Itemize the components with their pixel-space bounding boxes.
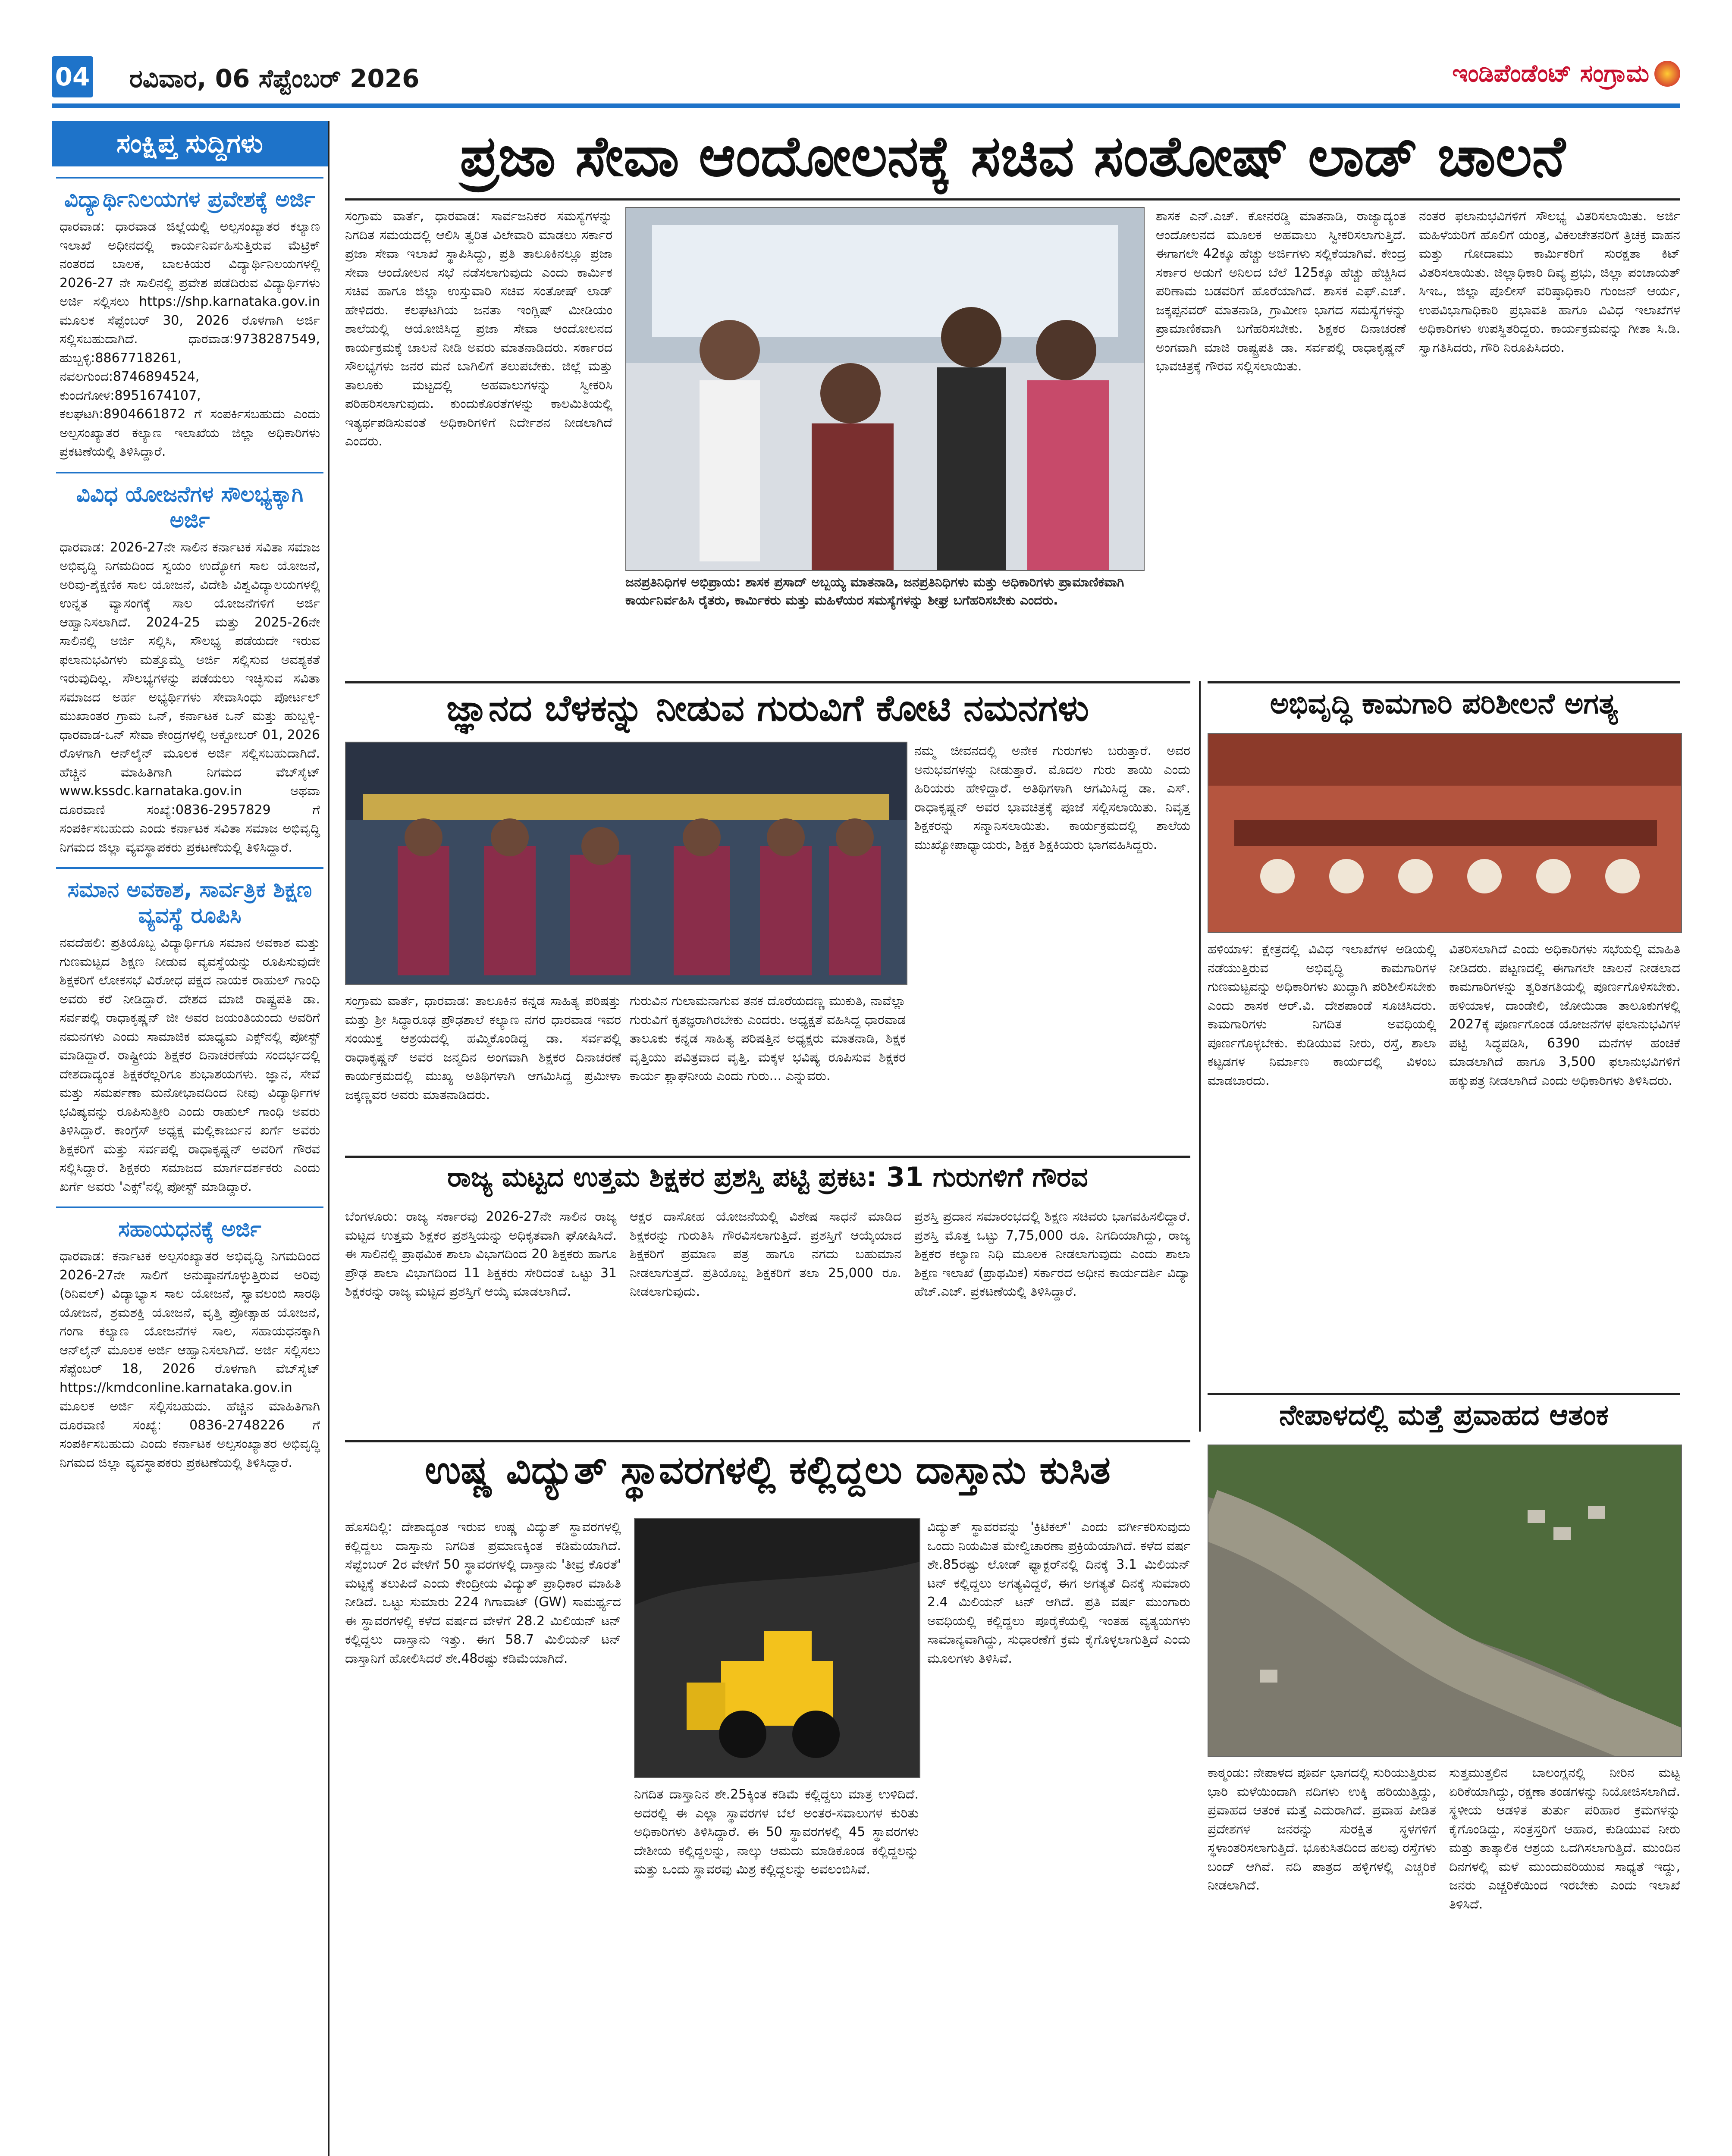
masthead-rule [52,103,1680,108]
story5-col1: ಕಾಠ್ಮಂಡು: ನೇಪಾಳದ ಪೂರ್ವ ಭಾಗದಲ್ಲಿ ಸುರಿಯುತ್ತಿರುವ ಭಾರಿ ಮಳೆಯಿಂದಾಗಿ ನದಿಗಳು ಉಕ್ಕಿ ಹರಿಯುತ್ತಿದ್ದು, ಪ್ರವಾಹದ ಆತಂಕ ಮತ್ತೆ ಎದುರಾಗಿದೆ. ಪ್ರವಾಹ ಪೀಡಿತ ಪ್ರದೇಶಗಳ ಜನರನ್ನು ಸುರಕ್ಷಿತ ಸ್ಥಳಗಳಿಗೆ ಸ್ಥಳಾಂತರಿಸಲಾಗುತ್ತಿದೆ. ಭೂಕುಸಿತದಿಂದ ಹಲವು ರಸ್ತೆಗಳು ಬಂದ್ ಆಗಿವೆ. ನದಿ ಪಾತ್ರದ ಹಳ್ಳಿಗಳಲ್ಲಿ ಎಚ್ಚರಿಕೆ ನೀಡಲಾಗಿದೆ. [1208,1765,1436,1893]
divider [1208,1393,1680,1395]
divider [345,198,1680,201]
story2-col3: ನಮ್ಮ ಜೀವನದಲ್ಲಿ ಅನೇಕ ಗುರುಗಳು ಬರುತ್ತಾರೆ. ಅವರ ಅನುಭವಗಳನ್ನು ನೀಡುತ್ತಾರೆ. ಮೊದಲ ಗುರು ತಾಯಿ ಎಂದು ಹಿರಿಯರು ಹೇಳಿದ್ದಾರೆ. ಅತಿಥಿಗಳಾಗಿ ಆಗಮಿಸಿದ್ದ ಡಾ. ಎಸ್. ರಾಧಾಕೃಷ್ಣನ್ ಅವರ ಭಾವಚಿತ್ರಕ್ಕೆ ಪೂಜೆ ಸಲ್ಲಿಸಲಾಯಿತು. ನಿವೃತ್ತ ಶಿಕ್ಷಕರನ್ನು ಸನ್ಮಾನಿಸಲಾಯಿತು. ಕಾರ್ಯಕ್ರಮದಲ್ಲಿ ಶಾಲೆಯ ಮುಖ್ಯೋಪಾಧ್ಯಾಯರು, ಶಿಕ್ಷಕ ಶಿಕ್ಷಕಿಯರು ಭಾಗವಹಿಸಿದ್ದರು. [914,743,1190,852]
brief-title: ವಿದ್ಯಾರ್ಥಿನಿಲಯಗಳ ಪ್ರವೇಶಕ್ಕೆ ಅರ್ಜಿ [56,177,323,212]
brief-title: ಸಮಾನ ಅವಕಾಶ, ಸಾರ್ವತ್ರಿಕ ಶಿಕ್ಷಣ ವ್ಯವಸ್ಥೆ ರೂಪಿಸಿ [56,867,323,928]
story6-photo [634,1518,920,1778]
brief-item [52,1206,328,1472]
divider [1208,681,1680,683]
story1-photo-image [626,208,1144,570]
story6-col3: ವಿದ್ಯುತ್ ಸ್ಥಾವರವನ್ನು 'ಕ್ರಿಟಿಕಲ್' ಎಂದು ವರ್ಗೀಕರಿಸುವುದು ಒಂದು ನಿಯಮಿತ ಮೇಲ್ವಿಚಾರಣಾ ಪ್ರಕ್ರಿಯೆಯಾಗಿದೆ. ಕಳೆದ ವರ್ಷ ಶೇ.85ರಷ್ಟು ಲೋಡ್ ಫ್ಯಾಕ್ಟರ್‌ನಲ್ಲಿ ದಿನಕ್ಕೆ 3.1 ಮಿಲಿಯನ್ ಟನ್ ಕಲ್ಲಿದ್ದಲು ಅಗತ್ಯವಿದ್ದರೆ, ಈಗ ಅಗತ್ಯತೆ ದಿನಕ್ಕೆ ಸುಮಾರು 2.4 ಮಿಲಿಯನ್ ಟನ್ ಆಗಿದೆ. ಪ್ರತಿ ವರ್ಷ ಮುಂಗಾರು ಅವಧಿಯಲ್ಲಿ ಕಲ್ಲಿದ್ದಲು ಪೂರೈಕೆಯಲ್ಲಿ ಇಂತಹ ವ್ಯತ್ಯಯಗಳು ಸಾಮಾನ್ಯವಾಗಿದ್ದು, ಸುಧಾರಣೆಗೆ ಕ್ರಮ ಕೈಗೊಳ್ಳಲಾಗುತ್ತಿದೆ ಎಂದು ಮೂಲಗಳು ತಿಳಿಸಿವೆ. [927,1520,1190,1666]
story6-col1: ಹೊಸದಿಲ್ಲಿ: ದೇಶಾದ್ಯಂತ ಇರುವ ಉಷ್ಣ ವಿದ್ಯುತ್ ಸ್ಥಾವರಗಳಲ್ಲಿ ಕಲ್ಲಿದ್ದಲು ದಾಸ್ತಾನು ನಿಗದಿತ ಪ್ರಮಾಣಕ್ಕಿಂತ ಕಡಿಮೆಯಾಗಿದೆ. ಸೆಪ್ಟೆಂಬರ್ 2ರ ವೇಳೆಗೆ 50 ಸ್ಥಾವರಗಳಲ್ಲಿ ದಾಸ್ತಾನು 'ತೀವ್ರ ಕೊರತೆ' ಮಟ್ಟಕ್ಕೆ ತಲುಪಿದೆ ಎಂದು ಕೇಂದ್ರೀಯ ವಿದ್ಯುತ್ ಪ್ರಾಧಿಕಾರ ಮಾಹಿತಿ ನೀಡಿದೆ. ಒಟ್ಟು ಸುಮಾರು 224 ಗಿಗಾವಾಟ್ (GW) ಸಾಮರ್ಥ್ಯದ ಈ ಸ್ಥಾವರಗಳಲ್ಲಿ ಕಳೆದ ವರ್ಷದ ವೇಳೆಗೆ 28.2 ಮಿಲಿಯನ್ ಟನ್ ಕಲ್ಲಿದ್ದಲು ದಾಸ್ತಾನು ಇತ್ತು. ಈಗ 58.7 ಮಿಲಿಯನ್ ಟನ್ ದಾಸ್ತಾನಿಗೆ ಹೋಲಿಸಿದರೆ ಶೇ.48ರಷ್ಟು ಕಡಿಮೆಯಾಗಿದೆ. [345,1520,621,1666]
briefs-header: ಸಂಕ್ಷಿಪ್ತ ಸುದ್ದಿಗಳು [52,121,328,166]
page-number: 04 [52,56,93,97]
divider [345,681,1190,683]
story1-col3: ಶಾಸಕ ಎನ್.ಎಚ್. ಕೋನರಡ್ಡಿ ಮಾತನಾಡಿ, ರಾಜ್ಯಾದ್ಯಂತ ಆಂದೋಲನದ ಮೂಲಕ ಅಹವಾಲು ಸ್ವೀಕರಿಸಲಾಗುತ್ತಿದೆ. ಈಗಾಗಲೇ 42ಕ್ಕೂ ಹೆಚ್ಚು ಅರ್ಜಿಗಳು ಸಲ್ಲಿಕೆಯಾಗಿವೆ. ಕೇಂದ್ರ ಸರ್ಕಾರ ಅಡುಗೆ ಅನಿಲದ ಬೆಲೆ 125ಕ್ಕೂ ಹೆಚ್ಚು ಹೆಚ್ಚಿಸಿದ ಪರಿಣಾಮ ಬಡವರಿಗೆ ಹೊರೆಯಾಗಿದೆ. ಶಾಸಕ ಎಫ್.ಎಚ್. ಜಕ್ಕಪ್ಪನವರ್ ಮಾತನಾಡಿ, ಗ್ರಾಮೀಣ ಭಾಗದ ಸಮಸ್ಯೆಗಳನ್ನು ಪ್ರಾಮಾಣಿಕವಾಗಿ ಬಗೆಹರಿಸಬೇಕು. ಶಿಕ್ಷಕರ ದಿನಾಚರಣೆ ಅಂಗವಾಗಿ ಮಾಜಿ ರಾಷ್ಟ್ರಪತಿ ಡಾ. ಸರ್ವಪಲ್ಲಿ ರಾಧಾಕೃಷ್ಣನ್ ಭಾವಚಿತ್ರಕ್ಕೆ ಗೌರವ ಸಲ್ಲಿಸಲಾಯಿತು. [1156,209,1406,374]
brief-title: ವಿವಿಧ ಯೋಜನೆಗಳ ಸೌಲಭ್ಯಕ್ಕಾಗಿ ಅರ್ಜಿ [56,472,323,533]
story4-col2: ಆಕ್ಷರ ದಾಸೋಹ ಯೋಜನೆಯಲ್ಲಿ ವಿಶೇಷ ಸಾಧನೆ ಮಾಡಿದ ಶಿಕ್ಷಕರನ್ನು ಗುರುತಿಸಿ ಗೌರವಿಸಲಾಗುತ್ತಿದೆ. ಪ್ರಶಸ್ತಿಗೆ ಆಯ್ಕೆಯಾದ ಶಿಕ್ಷಕರಿಗೆ ಪ್ರಮಾಣ ಪತ್ರ ಹಾಗೂ ನಗದು ಬಹುಮಾನ ನೀಡಲಾಗುತ್ತದೆ. ಪ್ರತಿಯೊಬ್ಬ ಶಿಕ್ಷಕರಿಗೆ ತಲಾ 25,000 ರೂ. ನೀಡಲಾಗುವುದು. [630,1209,901,1299]
story6-headline: ಉಷ್ಣ ವಿದ್ಯುತ್ ಸ್ಥಾವರಗಳಲ್ಲಿ ಕಲ್ಲಿದ್ದಲು ದಾಸ್ತಾನು ಕುಸಿತ [425,1448,1111,1493]
brief-body: ಧಾರವಾಡ: ಧಾರವಾಡ ಜಿಲ್ಲೆಯಲ್ಲಿ ಅಲ್ಪಸಂಖ್ಯಾತರ ಕಲ್ಯಾಣ ಇಲಾಖೆ ಅಧೀನದಲ್ಲಿ ಕಾರ್ಯನಿರ್ವಹಿಸುತ್ತಿರುವ ಮೆಟ್ರಿಕ್ ನಂತರದ ಬಾಲಕ, ಬಾಲಕಿಯರ ವಿದ್ಯಾರ್ಥಿನಿಲಯಗಳಲ್ಲಿ 2026-27 ನೇ ಸಾಲಿನಲ್ಲಿ ಪ್ರವೇಶ ಪಡೆದಿರುವ ವಿದ್ಯಾರ್ಥಿಗಳು ಅರ್ಜಿ ಸಲ್ಲಿಸಲು https://shp.karnataka.gov.in ಮೂಲಕ ಸೆಪ್ಟೆಂಬರ್ 30, 2026 ರೊಳಗಾಗಿ ಅರ್ಜಿ ಸಲ್ಲಿಸಬಹುದಾಗಿದೆ. ಧಾರವಾಡ:9738287549, ಹುಬ್ಬಳ್ಳಿ:8867718261, ನವಲಗುಂದ:8746894524, ಕುಂದಗೋಳ:8951674107, ಕಲಘಟಗಿ:8904661872 ಗೆ ಸಂಪರ್ಕಿಸಬಹುದು ಎಂದು ಅಲ್ಪಸಂಖ್ಯಾತರ ಕಲ್ಯಾಣ ಇಲಾಖೆಯ ಜಿಲ್ಲಾ ಅಧಿಕಾರಿಗಳು ಪ್ರಕಟಣೆಯಲ್ಲಿ ತಿಳಿಸಿದ್ದಾರೆ. [60,219,320,459]
story1-photo [625,207,1145,571]
divider [345,1440,1190,1442]
divider [1199,681,1201,1432]
brief-item [52,472,328,857]
story3-headline: ಅಭಿವೃದ್ಧಿ ಕಾಮಗಾರಿ ಪರಿಶೀಲನೆ ಅಗತ್ಯ [1270,687,1618,720]
story5-photo [1208,1445,1682,1757]
story3-photo-image [1208,734,1681,932]
story4-col1: ಬೆಂಗಳೂರು: ರಾಜ್ಯ ಸರ್ಕಾರವು 2026-27ನೇ ಸಾಲಿನ ರಾಜ್ಯ ಮಟ್ಟದ ಉತ್ತಮ ಶಿಕ್ಷಕರ ಪ್ರಶಸ್ತಿಯನ್ನು ಅಧಿಕೃತವಾಗಿ ಘೋಷಿಸಿದೆ. ಈ ಸಾಲಿನಲ್ಲಿ ಪ್ರಾಥಮಿಕ ಶಾಲಾ ವಿಭಾಗದಿಂದ 20 ಶಿಕ್ಷಕರು ಹಾಗೂ ಪ್ರೌಢ ಶಾಲಾ ವಿಭಾಗದಿಂದ 11 ಶಿಕ್ಷಕರು ಸೇರಿದಂತೆ ಒಟ್ಟು 31 ಶಿಕ್ಷಕರನ್ನು ರಾಜ್ಯ ಮಟ್ಟದ ಪ್ರಶಸ್ತಿಗೆ ಆಯ್ಕೆ ಮಾಡಲಾಗಿದೆ. [345,1209,617,1299]
story2-col1: ಸಂಗ್ರಾಮ ವಾರ್ತೆ, ಧಾರವಾಡ: ತಾಲೂಕಿನ ಕನ್ನಡ ಸಾಹಿತ್ಯ ಪರಿಷತ್ತು ಮತ್ತು ಶ್ರೀ ಸಿದ್ಧಾರೂಢ ಪ್ರೌಢಶಾಲೆ ಕಲ್ಯಾಣ ನಗರ ಧಾರವಾಡ ಇವರ ಸಂಯುಕ್ತ ಆಶ್ರಯದಲ್ಲಿ ಹಮ್ಮಿಕೊಂಡಿದ್ದ ಡಾ. ಸರ್ವಪಲ್ಲಿ ರಾಧಾಕೃಷ್ಣನ್ ಅವರ ಜನ್ಮದಿನ ಅಂಗವಾಗಿ ಶಿಕ್ಷಕರ ದಿನಾಚರಣೆ ಕಾರ್ಯಕ್ರಮದಲ್ಲಿ ಮುಖ್ಯ ಅತಿಥಿಗಳಾಗಿ ಆಗಮಿಸಿದ್ದ ಪ್ರಮೀಳಾ ಜಕ್ಕಣ್ಣವರ ಅವರು ಮಾತನಾಡಿದರು. [345,993,621,1103]
brief-item [52,177,328,461]
story5-headline: ನೇಪಾಳದಲ್ಲಿ ಮತ್ತೆ ಪ್ರವಾಹದ ಆತಂಕ [1279,1398,1609,1432]
story1-col4: ನಂತರ ಫಲಾನುಭವಿಗಳಿಗೆ ಸೌಲಭ್ಯ ವಿತರಿಸಲಾಯಿತು. ಅರ್ಜಿ ಮಹಿಳೆಯರಿಗೆ ಹೊಲಿಗೆ ಯಂತ್ರ, ವಿಕಲಚೇತನರಿಗೆ ತ್ರಿಚಕ್ರ ವಾಹನ ಮತ್ತು ಗೋದಾಮು ಕಾರ್ಮಿಕರಿಗೆ ಸುರಕ್ಷತಾ ಕಿಟ್ ವಿತರಿಸಲಾಯಿತು. ಜಿಲ್ಲಾಧಿಕಾರಿ ದಿವ್ಯ ಪ್ರಭು, ಜಿಲ್ಲಾ ಪಂಚಾಯತ್ ಸಿಇಒ, ಜಿಲ್ಲಾ ಪೊಲೀಸ್ ವರಿಷ್ಠಾಧಿಕಾರಿ ಗುಂಜನ್ ಆರ್ಯ, ಉಪವಿಭಾಗಾಧಿಕಾರಿ ಪ್ರಭಾವತಿ ಹಾಗೂ ವಿವಿಧ ಇಲಾಖೆಗಳ ಅಧಿಕಾರಿಗಳು ಉಪಸ್ಥಿತರಿದ್ದರು. ಕಾರ್ಯಕ್ರಮವನ್ನು ಗೀತಾ ಸಿ.ಡಿ. ಸ್ವಾಗತಿಸಿದರು, ಗೌರಿ ನಿರೂಪಿಸಿದರು. [1419,209,1680,355]
story2-photo [345,742,907,985]
story1-photo-caption: ಜನಪ್ರತಿನಿಧಿಗಳ ಅಭಿಪ್ರಾಯ: ಶಾಸಕ ಪ್ರಸಾದ್ ಅಬ್ಬಯ್ಯ ಮಾತನಾಡಿ, ಜನಪ್ರತಿನಿಧಿಗಳು ಮತ್ತು ಅಧಿಕಾರಿಗಳು ಪ್ರಾಮಾಣಿಕವಾಗಿ ಕಾರ್ಯನಿರ್ವಹಿಸಿ ರೈತರು, ಕಾರ್ಮಿಕರು ಮತ್ತು ಮಹಿಳೆಯರ ಸಮಸ್ಯೆಗಳನ್ನು ಶೀಘ್ರ ಬಗೆಹರಿಸಬೇಕು ಎಂದರು. [625,575,1124,608]
brief-item [52,867,328,1196]
story6-photo-image [635,1519,919,1777]
story3-body1: ಹಳಿಯಾಳ: ಕ್ಷೇತ್ರದಲ್ಲಿ ವಿವಿಧ ಇಲಾಖೆಗಳ ಅಡಿಯಲ್ಲಿ ನಡೆಯುತ್ತಿರುವ ಅಭಿವೃದ್ಧಿ ಕಾಮಗಾರಿಗಳ ಗುಣಮಟ್ಟವನ್ನು ಅಧಿಕಾರಿಗಳು ಖುದ್ದಾಗಿ ಪರಿಶೀಲಿಸಬೇಕು ಎಂದು ಶಾಸಕ ಆರ್.ವಿ. ದೇಶಪಾಂಡೆ ಸೂಚಿಸಿದರು. ಕಾಮಗಾರಿಗಳು ನಿಗದಿತ ಅವಧಿಯಲ್ಲಿ ಪೂರ್ಣಗೊಳ್ಳಬೇಕು. ಕುಡಿಯುವ ನೀರು, ರಸ್ತೆ, ಶಾಲಾ ಕಟ್ಟಡಗಳ ನಿರ್ಮಾಣ ಕಾರ್ಯದಲ್ಲಿ ವಿಳಂಬ ಮಾಡಬಾರದು. [1208,942,1436,1088]
story5-col2: ಸುತ್ತಮುತ್ತಲಿನ ಬಾಲಂಗ್ಲನಲ್ಲಿ ನೀರಿನ ಮಟ್ಟ ಏರಿಕೆಯಾಗಿದ್ದು, ರಕ್ಷಣಾ ತಂಡಗಳನ್ನು ನಿಯೋಜಿಸಲಾಗಿದೆ. ಸ್ಥಳೀಯ ಆಡಳಿತ ತುರ್ತು ಪರಿಹಾರ ಕ್ರಮಗಳನ್ನು ಕೈಗೊಂಡಿದ್ದು, ಸಂತ್ರಸ್ತರಿಗೆ ಆಹಾರ, ಕುಡಿಯುವ ನೀರು ಮತ್ತು ತಾತ್ಕಾಲಿಕ ಆಶ್ರಯ ಒದಗಿಸಲಾಗುತ್ತಿದೆ. ಮುಂದಿನ ದಿನಗಳಲ್ಲಿ ಮಳೆ ಮುಂದುವರಿಯುವ ಸಾಧ್ಯತೆ ಇದ್ದು, ಜನರು ಎಚ್ಚರಿಕೆಯಿಂದ ಇರಬೇಕು ಎಂದು ಇಲಾಖೆ ತಿಳಿಸಿದೆ. [1449,1765,1680,1912]
story3-body2: ವಿತರಿಸಲಾಗಿದೆ ಎಂದು ಅಧಿಕಾರಿಗಳು ಸಭೆಯಲ್ಲಿ ಮಾಹಿತಿ ನೀಡಿದರು. ಪಟ್ಟಣದಲ್ಲಿ ಈಗಾಗಲೇ ಚಾಲನೆ ನೀಡಲಾದ ಕಾಮಗಾರಿಗಳನ್ನು ತ್ವರಿತಗತಿಯಲ್ಲಿ ಪೂರ್ಣಗೊಳಿಸಬೇಕು. ಹಳಿಯಾಳ, ದಾಂಡೇಲಿ, ಜೋಯಿಡಾ ತಾಲೂಕುಗಳಲ್ಲಿ 2027ಕ್ಕೆ ಪೂರ್ಣಗೊಂಡ ಯೋಜನೆಗಳ ಫಲಾನುಭವಿಗಳ ಪಟ್ಟಿ ಸಿದ್ಧಪಡಿಸಿ, 6390 ಮನೆಗಳ ಹಂಚಿಕೆ ಮಾಡಲಾಗಿದೆ ಹಾಗೂ 3,500 ಫಲಾನುಭವಿಗಳಿಗೆ ಹಕ್ಕುಪತ್ರ ನೀಡಲಾಗಿದೆ ಎಂದು ಅಧಿಕಾರಿಗಳು ತಿಳಿಸಿದರು. [1449,942,1680,1088]
story4-col3: ಪ್ರಶಸ್ತಿ ಪ್ರದಾನ ಸಮಾರಂಭದಲ್ಲಿ ಶಿಕ್ಷಣ ಸಚಿವರು ಭಾಗವಹಿಸಲಿದ್ದಾರೆ. ಪ್ರಶಸ್ತಿ ಮೊತ್ತ ಒಟ್ಟು 7,75,000 ರೂ. ನಿಗದಿಯಾಗಿದ್ದು, ರಾಜ್ಯ ಶಿಕ್ಷಕರ ಕಲ್ಯಾಣ ನಿಧಿ ಮೂಲಕ ನೀಡಲಾಗುವುದು ಎಂದು ಶಾಲಾ ಶಿಕ್ಷಣ ಇಲಾಖೆ (ಪ್ರಾಥಮಿಕ) ಸರ್ಕಾರದ ಅಧೀನ ಕಾರ್ಯದರ್ಶಿ ವಿದ್ಯಾ ಹೆಚ್.ಎಚ್. ಪ್ರಕಟಣೆಯಲ್ಲಿ ತಿಳಿಸಿದ್ದಾರೆ. [914,1209,1190,1299]
brief-title: ಸಹಾಯಧನಕ್ಕೆ ಅರ್ಜಿ [56,1206,323,1242]
story2-col2: ಗುರುವಿನ ಗುಲಾಮನಾಗುವ ತನಕ ದೊರೆಯದಣ್ಣ ಮುಕುತಿ, ನಾವೆಲ್ಲಾ ಗುರುವಿಗೆ ಕೃತಜ್ಞರಾಗಿರಬೇಕು ಎಂದರು. ಅಧ್ಯಕ್ಷತೆ ವಹಿಸಿದ್ದ ಧಾರವಾಡ ತಾಲೂಕು ಕನ್ನಡ ಸಾಹಿತ್ಯ ಪರಿಷತ್ತಿನ ಅಧ್ಯಕ್ಷರು ಮಾತನಾಡಿ, ಶಿಕ್ಷಕ ವೃತ್ತಿಯು ಪವಿತ್ರವಾದ ವೃತ್ತಿ. ಮಕ್ಕಳ ಭವಿಷ್ಯ ರೂಪಿಸುವ ಶಿಕ್ಷಕರ ಕಾರ್ಯ ಶ್ಲಾಘನೀಯ ಎಂದು ಗುರು... ಎನ್ನುವರು. [630,993,906,1084]
brief-body: ಧಾರವಾಡ: ಕರ್ನಾಟಕ ಅಲ್ಪಸಂಖ್ಯಾತರ ಅಭಿವೃದ್ಧಿ ನಿಗಮದಿಂದ 2026-27ನೇ ಸಾಲಿಗೆ ಅನುಷ್ಠಾನಗೊಳ್ಳುತ್ತಿರುವ ಅರಿವು (ರಿನಿವಲ್) ವಿದ್ಯಾಭ್ಯಾಸ ಸಾಲ ಯೋಜನೆ, ಸ್ವಾವಲಂಬಿ ಸಾರಥಿ ಯೋಜನೆ, ಶ್ರಮಶಕ್ತಿ ಯೋಜನೆ, ವೃತ್ತಿ ಪ್ರೋತ್ಸಾಹ ಯೋಜನೆ, ಗಂಗಾ ಕಲ್ಯಾಣ ಯೋಜನೆಗಳ ಸಾಲ, ಸಹಾಯಧನಕ್ಕಾಗಿ ಆನ್‌ಲೈನ್ ಮೂಲಕ ಅರ್ಜಿ ಆಹ್ವಾನಿಸಲಾಗಿದೆ. ಅರ್ಜಿ ಸಲ್ಲಿಸಲು ಸೆಪ್ಟೆಂಬರ್ 18, 2026 ರೊಳಗಾಗಿ ವೆಬ್‌ಸೈಟ್ https://kmdconline.karnataka.gov.in ಮೂಲಕ ಅರ್ಜಿ ಸಲ್ಲಿಸಬಹುದು. ಹೆಚ್ಚಿನ ಮಾಹಿತಿಗಾಗಿ ದೂರವಾಣಿ ಸಂಖ್ಯೆ: 0836-2748226 ಗೆ ಸಂಪರ್ಕಿಸಬಹುದು ಎಂದು ಕರ್ನಾಟಕ ಅಲ್ಪಸಂಖ್ಯಾತರ ಅಭಿವೃದ್ಧಿ ನಿಗಮದ ಜಿಲ್ಲಾ ವ್ಯವಸ್ಥಾಪಕರು ಪ್ರಕಟಣೆಯಲ್ಲಿ ತಿಳಿಸಿದ್ದಾರೆ. [60,1249,320,1470]
story4-headline: ರಾಜ್ಯ ಮಟ್ಟದ ಉತ್ತಮ ಶಿಕ್ಷಕರ ಪ್ರಶಸ್ತಿ ಪಟ್ಟಿ ಪ್ರಕಟ: 31 ಗುರುಗಳಿಗೆ ಗೌರವ [447,1161,1088,1193]
story5-photo-image [1208,1445,1681,1756]
story2-headline: ಜ್ಞಾನದ ಬೆಳಕನ್ನು ನೀಡುವ ಗುರುವಿಗೆ ಕೋಟಿ ನಮನಗಳು [446,687,1089,729]
brief-body: ನವದೆಹಲಿ: ಪ್ರತಿಯೊಬ್ಬ ವಿದ್ಯಾರ್ಥಿಗೂ ಸಮಾನ ಅವಕಾಶ ಮತ್ತು ಗುಣಮಟ್ಟದ ಶಿಕ್ಷಣ ನೀಡುವ ವ್ಯವಸ್ಥೆಯನ್ನು ರೂಪಿಸುವುದೇ ಶಿಕ್ಷಕರಿಗೆ ಲೋಕಸಭೆ ವಿರೋಧ ಪಕ್ಷದ ನಾಯಕ ರಾಹುಲ್ ಗಾಂಧಿ ಅವರು ಕರೆ ನೀಡಿದ್ದಾರೆ. ದೇಶದ ಮಾಜಿ ರಾಷ್ಟ್ರಪತಿ ಡಾ. ಸರ್ವಪಲ್ಲಿ ರಾಧಾಕೃಷ್ಣನ್ ಜೀ ಅವರ ಜಯಂತಿಯಂದು ಅವರಿಗೆ ನಮನಗಳು ಎಂದು ಸಾಮಾಜಿಕ ಮಾಧ್ಯಮ ಎಕ್ಸ್‌ನಲ್ಲಿ ಪೋಸ್ಟ್ ಮಾಡಿದ್ದಾರೆ. ರಾಷ್ಟ್ರೀಯ ಶಿಕ್ಷಕರ ದಿನಾಚರಣೆಯ ಸಂದರ್ಭದಲ್ಲಿ ದೇಶದಾದ್ಯಂತ ಶಿಕ್ಷಕರೆಲ್ಲರಿಗೂ ಶುಭಾಶಯಗಳು. ಜ್ಞಾನ, ಸೇವೆ ಮತ್ತು ಸಮರ್ಪಣಾ ಮನೋಭಾವದಿಂದ ನೀವು ವಿದ್ಯಾರ್ಥಿಗಳ ಭವಿಷ್ಯವನ್ನು ರೂಪಿಸುತ್ತೀರಿ ಎಂದು ರಾಹುಲ್ ಗಾಂಧಿ ಅವರು ತಿಳಿಸಿದ್ದಾರೆ. ಕಾಂಗ್ರೆಸ್ ಅಧ್ಯಕ್ಷ ಮಲ್ಲಿಕಾರ್ಜುನ ಖರ್ಗೆ ಅವರು ಶಿಕ್ಷಕರಿಗೆ ಮತ್ತು ಸರ್ವಪಲ್ಲಿ ರಾಧಾಕೃಷ್ಣನ್ ಅವರಿಗೆ ಗೌರವ ಸಲ್ಲಿಸಿದ್ದಾರೆ. ಶಿಕ್ಷಕರು ಸಮಾಜದ ಮಾರ್ಗದರ್ಶಕರು ಎಂದು ಖರ್ಗೆ ಅವರು 'ಎಕ್ಸ್'ನಲ್ಲಿ ಪೋಸ್ಟ್ ಮಾಡಿದ್ದಾರೆ. [60,935,320,1194]
brief-body: ಧಾರವಾಡ: 2026-27ನೇ ಸಾಲಿನ ಕರ್ನಾಟಕ ಸವಿತಾ ಸಮಾಜ ಅಭಿವೃದ್ಧಿ ನಿಗಮದಿಂದ ಸ್ವಯಂ ಉದ್ಯೋಗ ಸಾಲ ಯೋಜನೆ, ಅರಿವು-ಶೈಕ್ಷಣಿಕ ಸಾಲ ಯೋಜನೆ, ವಿದೇಶಿ ವಿಶ್ವವಿದ್ಯಾಲಯಗಳಲ್ಲಿ ಉನ್ನತ ವ್ಯಾಸಂಗಕ್ಕೆ ಸಾಲ ಯೋಜನೆಗಳಿಗೆ ಅರ್ಜಿ ಆಹ್ವಾನಿಸಲಾಗಿದೆ. 2024-25 ಮತ್ತು 2025-26ನೇ ಸಾಲಿನಲ್ಲಿ ಅರ್ಜಿ ಸಲ್ಲಿಸಿ, ಸೌಲಭ್ಯ ಪಡೆಯದೇ ಇರುವ ಫಲಾನುಭವಿಗಳು ಮತ್ತೊಮ್ಮೆ ಅರ್ಜಿ ಸಲ್ಲಿಸುವ ಅವಶ್ಯಕತೆ ಇರುವುದಿಲ್ಲ. ಸೌಲಭ್ಯಗಳನ್ನು ಪಡೆಯಲು ಇಚ್ಛಿಸುವ ಸವಿತಾ ಸಮಾಜದ ಅರ್ಹ ಅಭ್ಯರ್ಥಿಗಳು ಸೇವಾಸಿಂಧು ಪೋರ್ಟಲ್ ಮುಖಾಂತರ ಗ್ರಾಮ ಒನ್, ಕರ್ನಾಟಕ ಒನ್ ಮತ್ತು ಹುಬ್ಬಳ್ಳಿ-ಧಾರವಾಡ-ಒನ್ ಸೇವಾ ಕೇಂದ್ರಗಳಲ್ಲಿ ಅಕ್ಟೋಬರ್ 01, 2026 ರೊಳಗಾಗಿ ಆನ್‌ಲೈನ್ ಮೂಲಕ ಅರ್ಜಿ ಸಲ್ಲಿಸಬಹುದಾಗಿದೆ. ಹೆಚ್ಚಿನ ಮಾಹಿತಿಗಾಗಿ ನಿಗಮದ ವೆಬ್‌ಸೈಟ್ www.kssdc.karnataka.gov.in ಅಥವಾ ದೂರವಾಣಿ ಸಂಖ್ಯೆ:0836-2957829 ಗೆ ಸಂಪರ್ಕಿಸಬಹುದು ಎಂದು ಕರ್ನಾಟಕ ಸವಿತಾ ಸಮಾಜ ಅಭಿವೃದ್ಧಿ ನಿಗಮದ ಜಿಲ್ಲಾ ವ್ಯವಸ್ಥಾಪಕರು ಪ್ರಕಟಣೆಯಲ್ಲಿ ತಿಳಿಸಿದ್ದಾರೆ. [60,539,320,855]
story1-headline: ಪ್ರಜಾ ಸೇವಾ ಆಂದೋಲನಕ್ಕೆ ಸಚಿವ ಸಂತೋಷ್ ಲಾಡ್ ಚಾಲನೆ [460,123,1566,189]
dateline: ರವಿವಾರ, 06 ಸೆಪ್ಟೆಂಬರ್ 2026 [129,64,420,93]
brand-logo [1452,60,1680,88]
brand-name: ಇಂಡಿಪೆಂಡೆಂಟ್ ಸಂಗ್ರಾಮ [1452,60,1649,88]
story3-photo [1208,733,1682,933]
story6-col2: ನಿಗದಿತ ದಾಸ್ತಾನಿನ ಶೇ.25ಕ್ಕಿಂತ ಕಡಿಮೆ ಕಲ್ಲಿದ್ದಲು ಮಾತ್ರ ಉಳಿದಿದೆ. ಅದರಲ್ಲಿ ಈ ಎಲ್ಲಾ ಸ್ಥಾವರಗಳ ಬೆಲೆ ಅಂತರ-ಸವಾಲುಗಳ ಕುರಿತು ಅಧಿಕಾರಿಗಳು ತಿಳಿಸಿದ್ದಾರೆ. ಈ 50 ಸ್ಥಾವರಗಳಲ್ಲಿ 45 ಸ್ಥಾವರಗಳು ದೇಶೀಯ ಕಲ್ಲಿದ್ದಲನ್ನು, ನಾಲ್ಕು ಆಮದು ಮಾಡಿಕೊಂಡ ಕಲ್ಲಿದ್ದಲನ್ನು ಮತ್ತು ಒಂದು ಸ್ಥಾವರವು ಮಿಶ್ರ ಕಲ್ಲಿದ್ದಲನ್ನು ಅವಲಂಬಿಸಿವೆ. [634,1787,919,1877]
story2-photo-image [346,743,907,984]
briefs-column [52,121,329,2156]
story1-col1: ಸಂಗ್ರಾಮ ವಾರ್ತೆ, ಧಾರವಾಡ: ಸಾರ್ವಜನಿಕರ ಸಮಸ್ಯೆಗಳನ್ನು ನಿಗದಿತ ಸಮಯದಲ್ಲಿ ಆಲಿಸಿ ತ್ವರಿತ ವಿಲೇವಾರಿ ಮಾಡಲು ಸರ್ಕಾರ ಪ್ರಜಾ ಸೇವಾ ಇಲಾಖೆ ಸ್ಥಾಪಿಸಿದ್ದು, ಪ್ರತಿ ತಾಲೂಕಿನಲ್ಲೂ ಪ್ರಜಾ ಸೇವಾ ಆಂದೋಲನ ಸಭೆ ನಡೆಸಲಾಗುವುದು ಎಂದು ಕಾರ್ಮಿಕ ಸಚಿವ ಹಾಗೂ ಜಿಲ್ಲಾ ಉಸ್ತುವಾರಿ ಸಚಿವ ಸಂತೋಷ್ ಲಾಡ್ ಹೇಳಿದರು. ಕಲಘಟಗಿಯ ಜನತಾ ಇಂಗ್ಲಿಷ್ ಮೀಡಿಯಂ ಶಾಲೆಯಲ್ಲಿ ಆಯೋಜಿಸಿದ್ದ ಪ್ರಜಾ ಸೇವಾ ಆಂದೋಲನದ ಕಾರ್ಯಕ್ರಮಕ್ಕೆ ಚಾಲನೆ ನೀಡಿ ಅವರು ಮಾತನಾಡಿದರು. ಸರ್ಕಾರದ ಸೌಲಭ್ಯಗಳು ಜನರ ಮನೆ ಬಾಗಿಲಿಗೆ ತಲುಪಬೇಕು. ಜಿಲ್ಲೆ ಮತ್ತು ತಾಲೂಕು ಮಟ್ಟದಲ್ಲಿ ಅಹವಾಲುಗಳನ್ನು ಸ್ವೀಕರಿಸಿ ಪರಿಹರಿಸಲಾಗುವುದು. ಕುಂದುಕೊರತೆಗಳನ್ನು ಕಾಲಮಿತಿಯಲ್ಲಿ ಇತ್ಯರ್ಥಪಡಿಸುವಂತೆ ಅಧಿಕಾರಿಗಳಿಗೆ ನಿರ್ದೇಶನ ನೀಡಲಾಗಿದೆ ಎಂದರು. [345,209,612,449]
emblem-icon [1654,61,1680,87]
divider [345,1156,1190,1158]
